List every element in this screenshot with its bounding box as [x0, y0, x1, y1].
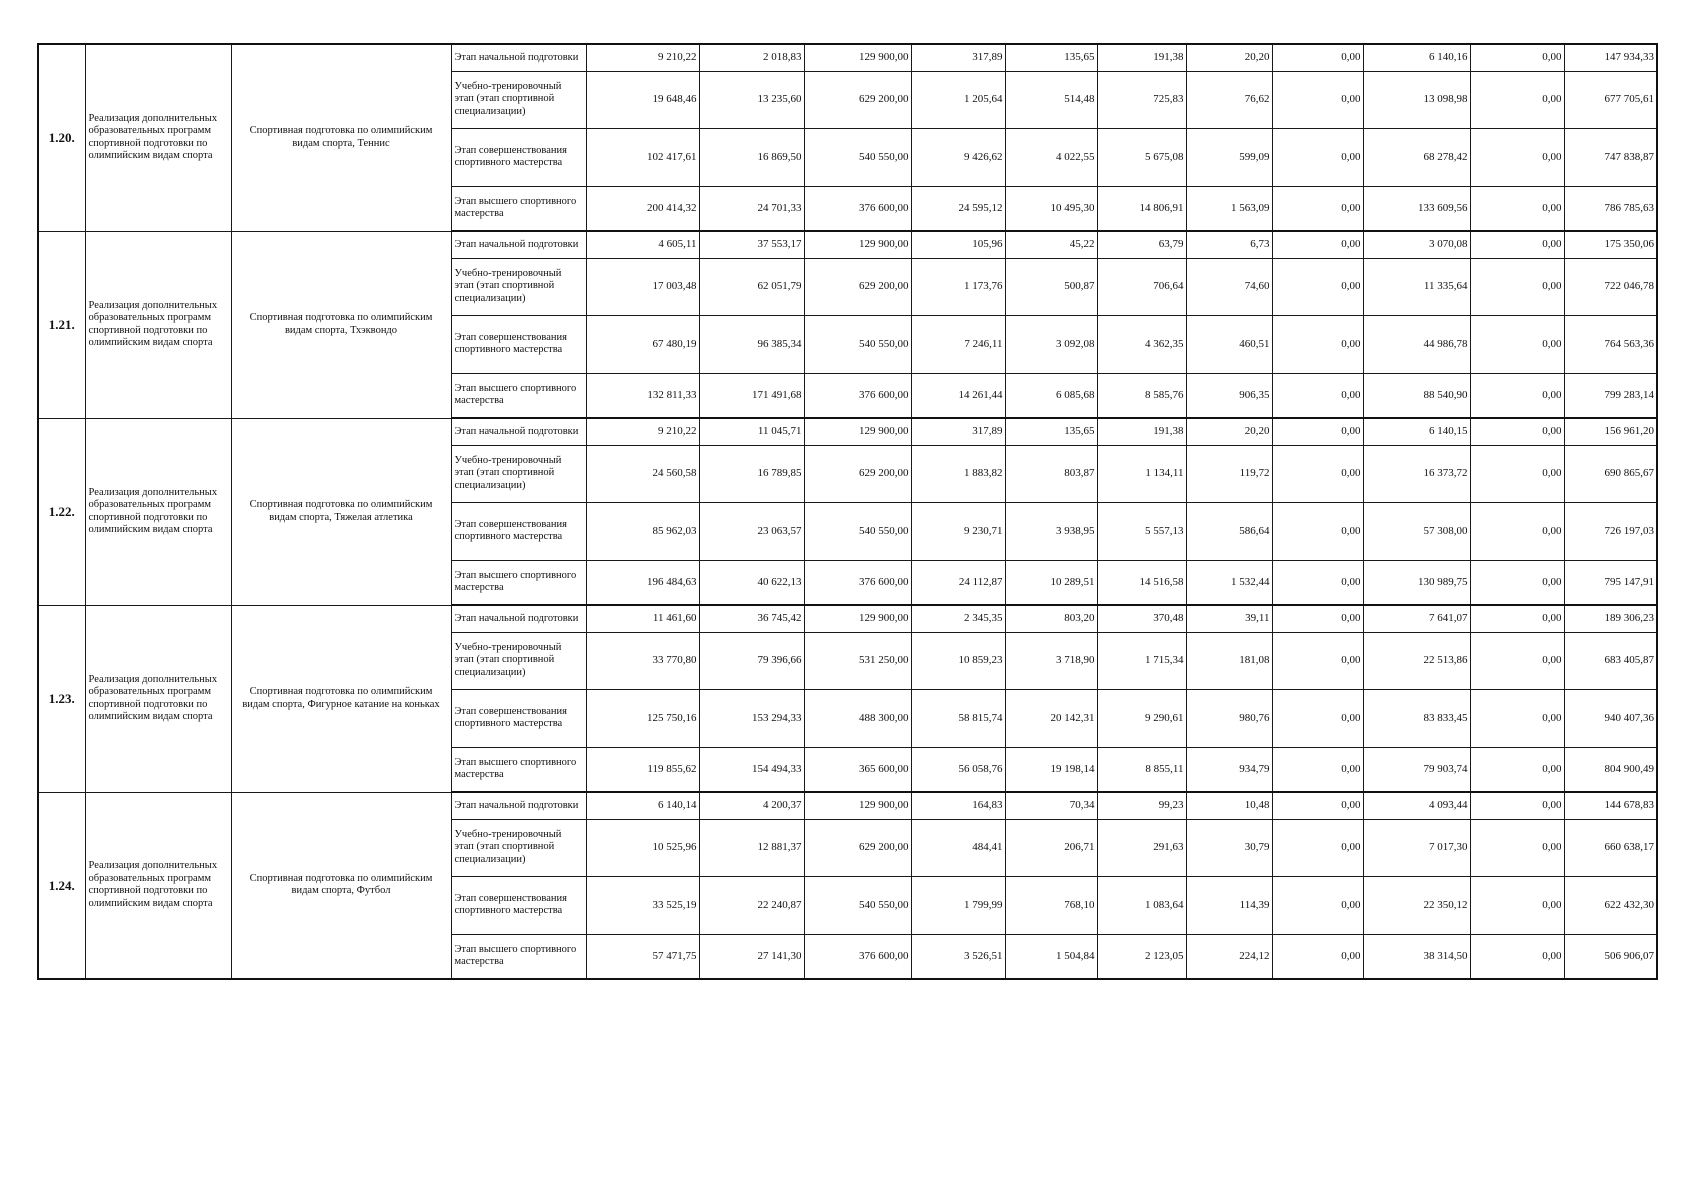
value-cell: 376 600,00 [804, 934, 911, 979]
value-cell: 514,48 [1005, 71, 1097, 128]
value-cell: 99,23 [1097, 792, 1186, 819]
value-cell: 164,83 [911, 792, 1005, 819]
value-cell: 7 017,30 [1363, 819, 1470, 876]
value-cell: 940 407,36 [1564, 689, 1657, 747]
value-cell: 706,64 [1097, 258, 1186, 315]
value-cell: 40 622,13 [699, 560, 804, 605]
stage-name: Учебно-тренировочный этап (этап спортивной специализации) [451, 445, 586, 502]
value-cell: 88 540,90 [1363, 373, 1470, 418]
value-cell: 135,65 [1005, 44, 1097, 71]
value-cell: 5 675,08 [1097, 128, 1186, 186]
value-cell: 129 900,00 [804, 605, 911, 632]
value-cell: 747 838,87 [1564, 128, 1657, 186]
value-cell: 906,35 [1186, 373, 1272, 418]
value-cell: 0,00 [1470, 373, 1564, 418]
value-cell: 500,87 [1005, 258, 1097, 315]
value-cell: 27 141,30 [699, 934, 804, 979]
value-cell: 531 250,00 [804, 632, 911, 689]
value-cell: 795 147,91 [1564, 560, 1657, 605]
value-cell: 10 859,23 [911, 632, 1005, 689]
value-cell: 629 200,00 [804, 71, 911, 128]
value-cell: 0,00 [1470, 819, 1564, 876]
value-cell: 0,00 [1470, 44, 1564, 71]
value-cell: 171 491,68 [699, 373, 804, 418]
value-cell: 6 140,15 [1363, 418, 1470, 445]
value-cell: 484,41 [911, 819, 1005, 876]
group-code: 1.23. [38, 605, 85, 792]
value-cell: 0,00 [1470, 186, 1564, 231]
stage-name: Учебно-тренировочный этап (этап спортивной специализации) [451, 819, 586, 876]
value-cell: 799 283,14 [1564, 373, 1657, 418]
value-cell: 154 494,33 [699, 747, 804, 792]
table-row [38, 44, 1657, 71]
value-cell: 30,79 [1186, 819, 1272, 876]
value-cell: 4 093,44 [1363, 792, 1470, 819]
value-cell: 105,96 [911, 231, 1005, 258]
value-cell: 0,00 [1470, 231, 1564, 258]
value-cell: 11 335,64 [1363, 258, 1470, 315]
value-cell: 24 595,12 [911, 186, 1005, 231]
value-cell: 0,00 [1470, 418, 1564, 445]
value-cell: 629 200,00 [804, 258, 911, 315]
value-cell: 22 513,86 [1363, 632, 1470, 689]
value-cell: 0,00 [1272, 128, 1363, 186]
stage-name: Учебно-тренировочный этап (этап спортивной специализации) [451, 632, 586, 689]
value-cell: 629 200,00 [804, 445, 911, 502]
service-name: Спортивная подготовка по олимпийским видам спорта, Тхэквондо [231, 231, 451, 418]
stage-name: Этап совершенствования спортивного мастерства [451, 502, 586, 560]
value-cell: 22 350,12 [1363, 876, 1470, 934]
value-cell: 599,09 [1186, 128, 1272, 186]
value-cell: 130 989,75 [1363, 560, 1470, 605]
value-cell: 677 705,61 [1564, 71, 1657, 128]
value-cell: 4 605,11 [586, 231, 699, 258]
value-cell: 79 396,66 [699, 632, 804, 689]
table-row [38, 792, 1657, 819]
cost-table [37, 43, 1658, 980]
value-cell: 1 173,76 [911, 258, 1005, 315]
service-name: Спортивная подготовка по олимпийским видам спорта, Футбол [231, 792, 451, 979]
value-cell: 0,00 [1272, 876, 1363, 934]
value-cell: 200 414,32 [586, 186, 699, 231]
stage-name: Учебно-тренировочный этап (этап спортивной специализации) [451, 71, 586, 128]
value-cell: 114,39 [1186, 876, 1272, 934]
value-cell: 506 906,07 [1564, 934, 1657, 979]
value-cell: 786 785,63 [1564, 186, 1657, 231]
service-name: Спортивная подготовка по олимпийским видам спорта, Теннис [231, 44, 451, 231]
value-cell: 0,00 [1272, 502, 1363, 560]
table-row [38, 418, 1657, 445]
value-cell: 44 986,78 [1363, 315, 1470, 373]
value-cell: 16 869,50 [699, 128, 804, 186]
value-cell: 317,89 [911, 44, 1005, 71]
value-cell: 376 600,00 [804, 186, 911, 231]
value-cell: 0,00 [1470, 934, 1564, 979]
value-cell: 20,20 [1186, 418, 1272, 445]
value-cell: 0,00 [1272, 373, 1363, 418]
value-cell: 156 961,20 [1564, 418, 1657, 445]
value-cell: 74,60 [1186, 258, 1272, 315]
group-code: 1.20. [38, 44, 85, 231]
value-cell: 1 799,99 [911, 876, 1005, 934]
value-cell: 317,89 [911, 418, 1005, 445]
value-cell: 0,00 [1470, 128, 1564, 186]
value-cell: 36 745,42 [699, 605, 804, 632]
value-cell: 1 504,84 [1005, 934, 1097, 979]
value-cell: 206,71 [1005, 819, 1097, 876]
value-cell: 20,20 [1186, 44, 1272, 71]
value-cell: 1 532,44 [1186, 560, 1272, 605]
value-cell: 683 405,87 [1564, 632, 1657, 689]
value-cell: 19 648,46 [586, 71, 699, 128]
value-cell: 9 210,22 [586, 44, 699, 71]
value-cell: 67 480,19 [586, 315, 699, 373]
value-cell: 6 140,14 [586, 792, 699, 819]
value-cell: 376 600,00 [804, 373, 911, 418]
stage-name: Этап начальной подготовки [451, 231, 586, 258]
value-cell: 189 306,23 [1564, 605, 1657, 632]
value-cell: 1 883,82 [911, 445, 1005, 502]
value-cell: 68 278,42 [1363, 128, 1470, 186]
value-cell: 37 553,17 [699, 231, 804, 258]
value-cell: 1 715,34 [1097, 632, 1186, 689]
value-cell: 16 789,85 [699, 445, 804, 502]
value-cell: 62 051,79 [699, 258, 804, 315]
stage-name: Этап начальной подготовки [451, 605, 586, 632]
value-cell: 23 063,57 [699, 502, 804, 560]
value-cell: 6,73 [1186, 231, 1272, 258]
value-cell: 57 471,75 [586, 934, 699, 979]
value-cell: 764 563,36 [1564, 315, 1657, 373]
stage-name: Этап совершенствования спортивного мастерства [451, 128, 586, 186]
value-cell: 24 112,87 [911, 560, 1005, 605]
value-cell: 0,00 [1470, 792, 1564, 819]
value-cell: 70,34 [1005, 792, 1097, 819]
value-cell: 83 833,45 [1363, 689, 1470, 747]
value-cell: 39,11 [1186, 605, 1272, 632]
value-cell: 803,87 [1005, 445, 1097, 502]
value-cell: 0,00 [1470, 502, 1564, 560]
value-cell: 586,64 [1186, 502, 1272, 560]
value-cell: 376 600,00 [804, 560, 911, 605]
value-cell: 13 098,98 [1363, 71, 1470, 128]
value-cell: 488 300,00 [804, 689, 911, 747]
value-cell: 0,00 [1272, 231, 1363, 258]
value-cell: 19 198,14 [1005, 747, 1097, 792]
value-cell: 0,00 [1272, 186, 1363, 231]
table-row [38, 231, 1657, 258]
value-cell: 768,10 [1005, 876, 1097, 934]
value-cell: 0,00 [1470, 71, 1564, 128]
value-cell: 45,22 [1005, 231, 1097, 258]
program-name: Реализация дополнительных образовательных программ спортивной подготовки по олимпийским видам спорта [85, 792, 231, 979]
value-cell: 9 290,61 [1097, 689, 1186, 747]
value-cell: 0,00 [1470, 258, 1564, 315]
value-cell: 8 585,76 [1097, 373, 1186, 418]
stage-name: Этап начальной подготовки [451, 418, 586, 445]
value-cell: 17 003,48 [586, 258, 699, 315]
value-cell: 24 560,58 [586, 445, 699, 502]
value-cell: 132 811,33 [586, 373, 699, 418]
value-cell: 0,00 [1470, 445, 1564, 502]
value-cell: 460,51 [1186, 315, 1272, 373]
value-cell: 660 638,17 [1564, 819, 1657, 876]
value-cell: 3 070,08 [1363, 231, 1470, 258]
value-cell: 0,00 [1470, 876, 1564, 934]
value-cell: 722 046,78 [1564, 258, 1657, 315]
value-cell: 804 900,49 [1564, 747, 1657, 792]
stage-name: Этап высшего спортивного мастерства [451, 560, 586, 605]
value-cell: 629 200,00 [804, 819, 911, 876]
value-cell: 129 900,00 [804, 44, 911, 71]
value-cell: 38 314,50 [1363, 934, 1470, 979]
value-cell: 20 142,31 [1005, 689, 1097, 747]
cost-table-sheet [37, 43, 1656, 983]
value-cell: 540 550,00 [804, 128, 911, 186]
value-cell: 4 362,35 [1097, 315, 1186, 373]
stage-name: Этап совершенствования спортивного мастерства [451, 689, 586, 747]
stage-name: Этап высшего спортивного мастерства [451, 747, 586, 792]
value-cell: 0,00 [1470, 689, 1564, 747]
value-cell: 24 701,33 [699, 186, 804, 231]
value-cell: 725,83 [1097, 71, 1186, 128]
value-cell: 58 815,74 [911, 689, 1005, 747]
value-cell: 196 484,63 [586, 560, 699, 605]
value-cell: 0,00 [1272, 71, 1363, 128]
value-cell: 10 525,96 [586, 819, 699, 876]
value-cell: 540 550,00 [804, 315, 911, 373]
value-cell: 291,63 [1097, 819, 1186, 876]
group-code: 1.21. [38, 231, 85, 418]
program-name: Реализация дополнительных образовательных программ спортивной подготовки по олимпийским видам спорта [85, 418, 231, 605]
value-cell: 0,00 [1272, 560, 1363, 605]
value-cell: 11 461,60 [586, 605, 699, 632]
value-cell: 96 385,34 [699, 315, 804, 373]
program-name: Реализация дополнительных образовательных программ спортивной подготовки по олимпийским видам спорта [85, 231, 231, 418]
value-cell: 10,48 [1186, 792, 1272, 819]
value-cell: 119 855,62 [586, 747, 699, 792]
value-cell: 0,00 [1272, 258, 1363, 315]
value-cell: 6 140,16 [1363, 44, 1470, 71]
value-cell: 0,00 [1272, 819, 1363, 876]
stage-name: Этап высшего спортивного мастерства [451, 934, 586, 979]
value-cell: 0,00 [1272, 605, 1363, 632]
value-cell: 3 526,51 [911, 934, 1005, 979]
value-cell: 0,00 [1470, 605, 1564, 632]
value-cell: 0,00 [1470, 560, 1564, 605]
value-cell: 0,00 [1272, 689, 1363, 747]
value-cell: 33 525,19 [586, 876, 699, 934]
value-cell: 2 018,83 [699, 44, 804, 71]
value-cell: 3 718,90 [1005, 632, 1097, 689]
value-cell: 934,79 [1186, 747, 1272, 792]
value-cell: 13 235,60 [699, 71, 804, 128]
value-cell: 144 678,83 [1564, 792, 1657, 819]
value-cell: 540 550,00 [804, 876, 911, 934]
value-cell: 191,38 [1097, 418, 1186, 445]
stage-name: Учебно-тренировочный этап (этап спортивной специализации) [451, 258, 586, 315]
stage-name: Этап совершенствования спортивного мастерства [451, 876, 586, 934]
group-code: 1.24. [38, 792, 85, 979]
stage-name: Этап начальной подготовки [451, 44, 586, 71]
value-cell: 85 962,03 [586, 502, 699, 560]
value-cell: 5 557,13 [1097, 502, 1186, 560]
value-cell: 16 373,72 [1363, 445, 1470, 502]
value-cell: 129 900,00 [804, 231, 911, 258]
value-cell: 0,00 [1272, 445, 1363, 502]
value-cell: 119,72 [1186, 445, 1272, 502]
value-cell: 3 938,95 [1005, 502, 1097, 560]
table-row [38, 605, 1657, 632]
value-cell: 622 432,30 [1564, 876, 1657, 934]
value-cell: 102 417,61 [586, 128, 699, 186]
value-cell: 0,00 [1272, 44, 1363, 71]
program-name: Реализация дополнительных образовательных программ спортивной подготовки по олимпийским видам спорта [85, 605, 231, 792]
value-cell: 1 563,09 [1186, 186, 1272, 231]
value-cell: 2 123,05 [1097, 934, 1186, 979]
value-cell: 10 495,30 [1005, 186, 1097, 231]
value-cell: 153 294,33 [699, 689, 804, 747]
value-cell: 175 350,06 [1564, 231, 1657, 258]
value-cell: 129 900,00 [804, 792, 911, 819]
value-cell: 63,79 [1097, 231, 1186, 258]
value-cell: 4 022,55 [1005, 128, 1097, 186]
value-cell: 22 240,87 [699, 876, 804, 934]
value-cell: 540 550,00 [804, 502, 911, 560]
value-cell: 0,00 [1272, 418, 1363, 445]
value-cell: 11 045,71 [699, 418, 804, 445]
service-name: Спортивная подготовка по олимпийским видам спорта, Тяжелая атлетика [231, 418, 451, 605]
value-cell: 9 230,71 [911, 502, 1005, 560]
value-cell: 76,62 [1186, 71, 1272, 128]
value-cell: 191,38 [1097, 44, 1186, 71]
value-cell: 0,00 [1272, 792, 1363, 819]
value-cell: 726 197,03 [1564, 502, 1657, 560]
value-cell: 14 806,91 [1097, 186, 1186, 231]
value-cell: 8 855,11 [1097, 747, 1186, 792]
value-cell: 56 058,76 [911, 747, 1005, 792]
value-cell: 181,08 [1186, 632, 1272, 689]
value-cell: 0,00 [1272, 934, 1363, 979]
value-cell: 14 261,44 [911, 373, 1005, 418]
value-cell: 370,48 [1097, 605, 1186, 632]
value-cell: 133 609,56 [1363, 186, 1470, 231]
value-cell: 3 092,08 [1005, 315, 1097, 373]
value-cell: 79 903,74 [1363, 747, 1470, 792]
value-cell: 14 516,58 [1097, 560, 1186, 605]
service-name: Спортивная подготовка по олимпийским видам спорта, Фигурное катание на коньках [231, 605, 451, 792]
value-cell: 10 289,51 [1005, 560, 1097, 605]
value-cell: 0,00 [1470, 632, 1564, 689]
value-cell: 6 085,68 [1005, 373, 1097, 418]
value-cell: 0,00 [1272, 632, 1363, 689]
value-cell: 2 345,35 [911, 605, 1005, 632]
program-name: Реализация дополнительных образовательных программ спортивной подготовки по олимпийским видам спорта [85, 44, 231, 231]
value-cell: 0,00 [1470, 747, 1564, 792]
stage-name: Этап начальной подготовки [451, 792, 586, 819]
value-cell: 365 600,00 [804, 747, 911, 792]
value-cell: 803,20 [1005, 605, 1097, 632]
value-cell: 129 900,00 [804, 418, 911, 445]
value-cell: 57 308,00 [1363, 502, 1470, 560]
value-cell: 690 865,67 [1564, 445, 1657, 502]
value-cell: 7 641,07 [1363, 605, 1470, 632]
stage-name: Этап совершенствования спортивного мастерства [451, 315, 586, 373]
table-body [38, 44, 1657, 979]
value-cell: 1 134,11 [1097, 445, 1186, 502]
stage-name: Этап высшего спортивного мастерства [451, 373, 586, 418]
value-cell: 224,12 [1186, 934, 1272, 979]
value-cell: 147 934,33 [1564, 44, 1657, 71]
value-cell: 12 881,37 [699, 819, 804, 876]
value-cell: 980,76 [1186, 689, 1272, 747]
value-cell: 1 083,64 [1097, 876, 1186, 934]
value-cell: 9 426,62 [911, 128, 1005, 186]
value-cell: 0,00 [1272, 747, 1363, 792]
value-cell: 1 205,64 [911, 71, 1005, 128]
value-cell: 135,65 [1005, 418, 1097, 445]
group-code: 1.22. [38, 418, 85, 605]
value-cell: 9 210,22 [586, 418, 699, 445]
stage-name: Этап высшего спортивного мастерства [451, 186, 586, 231]
value-cell: 33 770,80 [586, 632, 699, 689]
value-cell: 0,00 [1470, 315, 1564, 373]
value-cell: 125 750,16 [586, 689, 699, 747]
value-cell: 0,00 [1272, 315, 1363, 373]
value-cell: 7 246,11 [911, 315, 1005, 373]
value-cell: 4 200,37 [699, 792, 804, 819]
